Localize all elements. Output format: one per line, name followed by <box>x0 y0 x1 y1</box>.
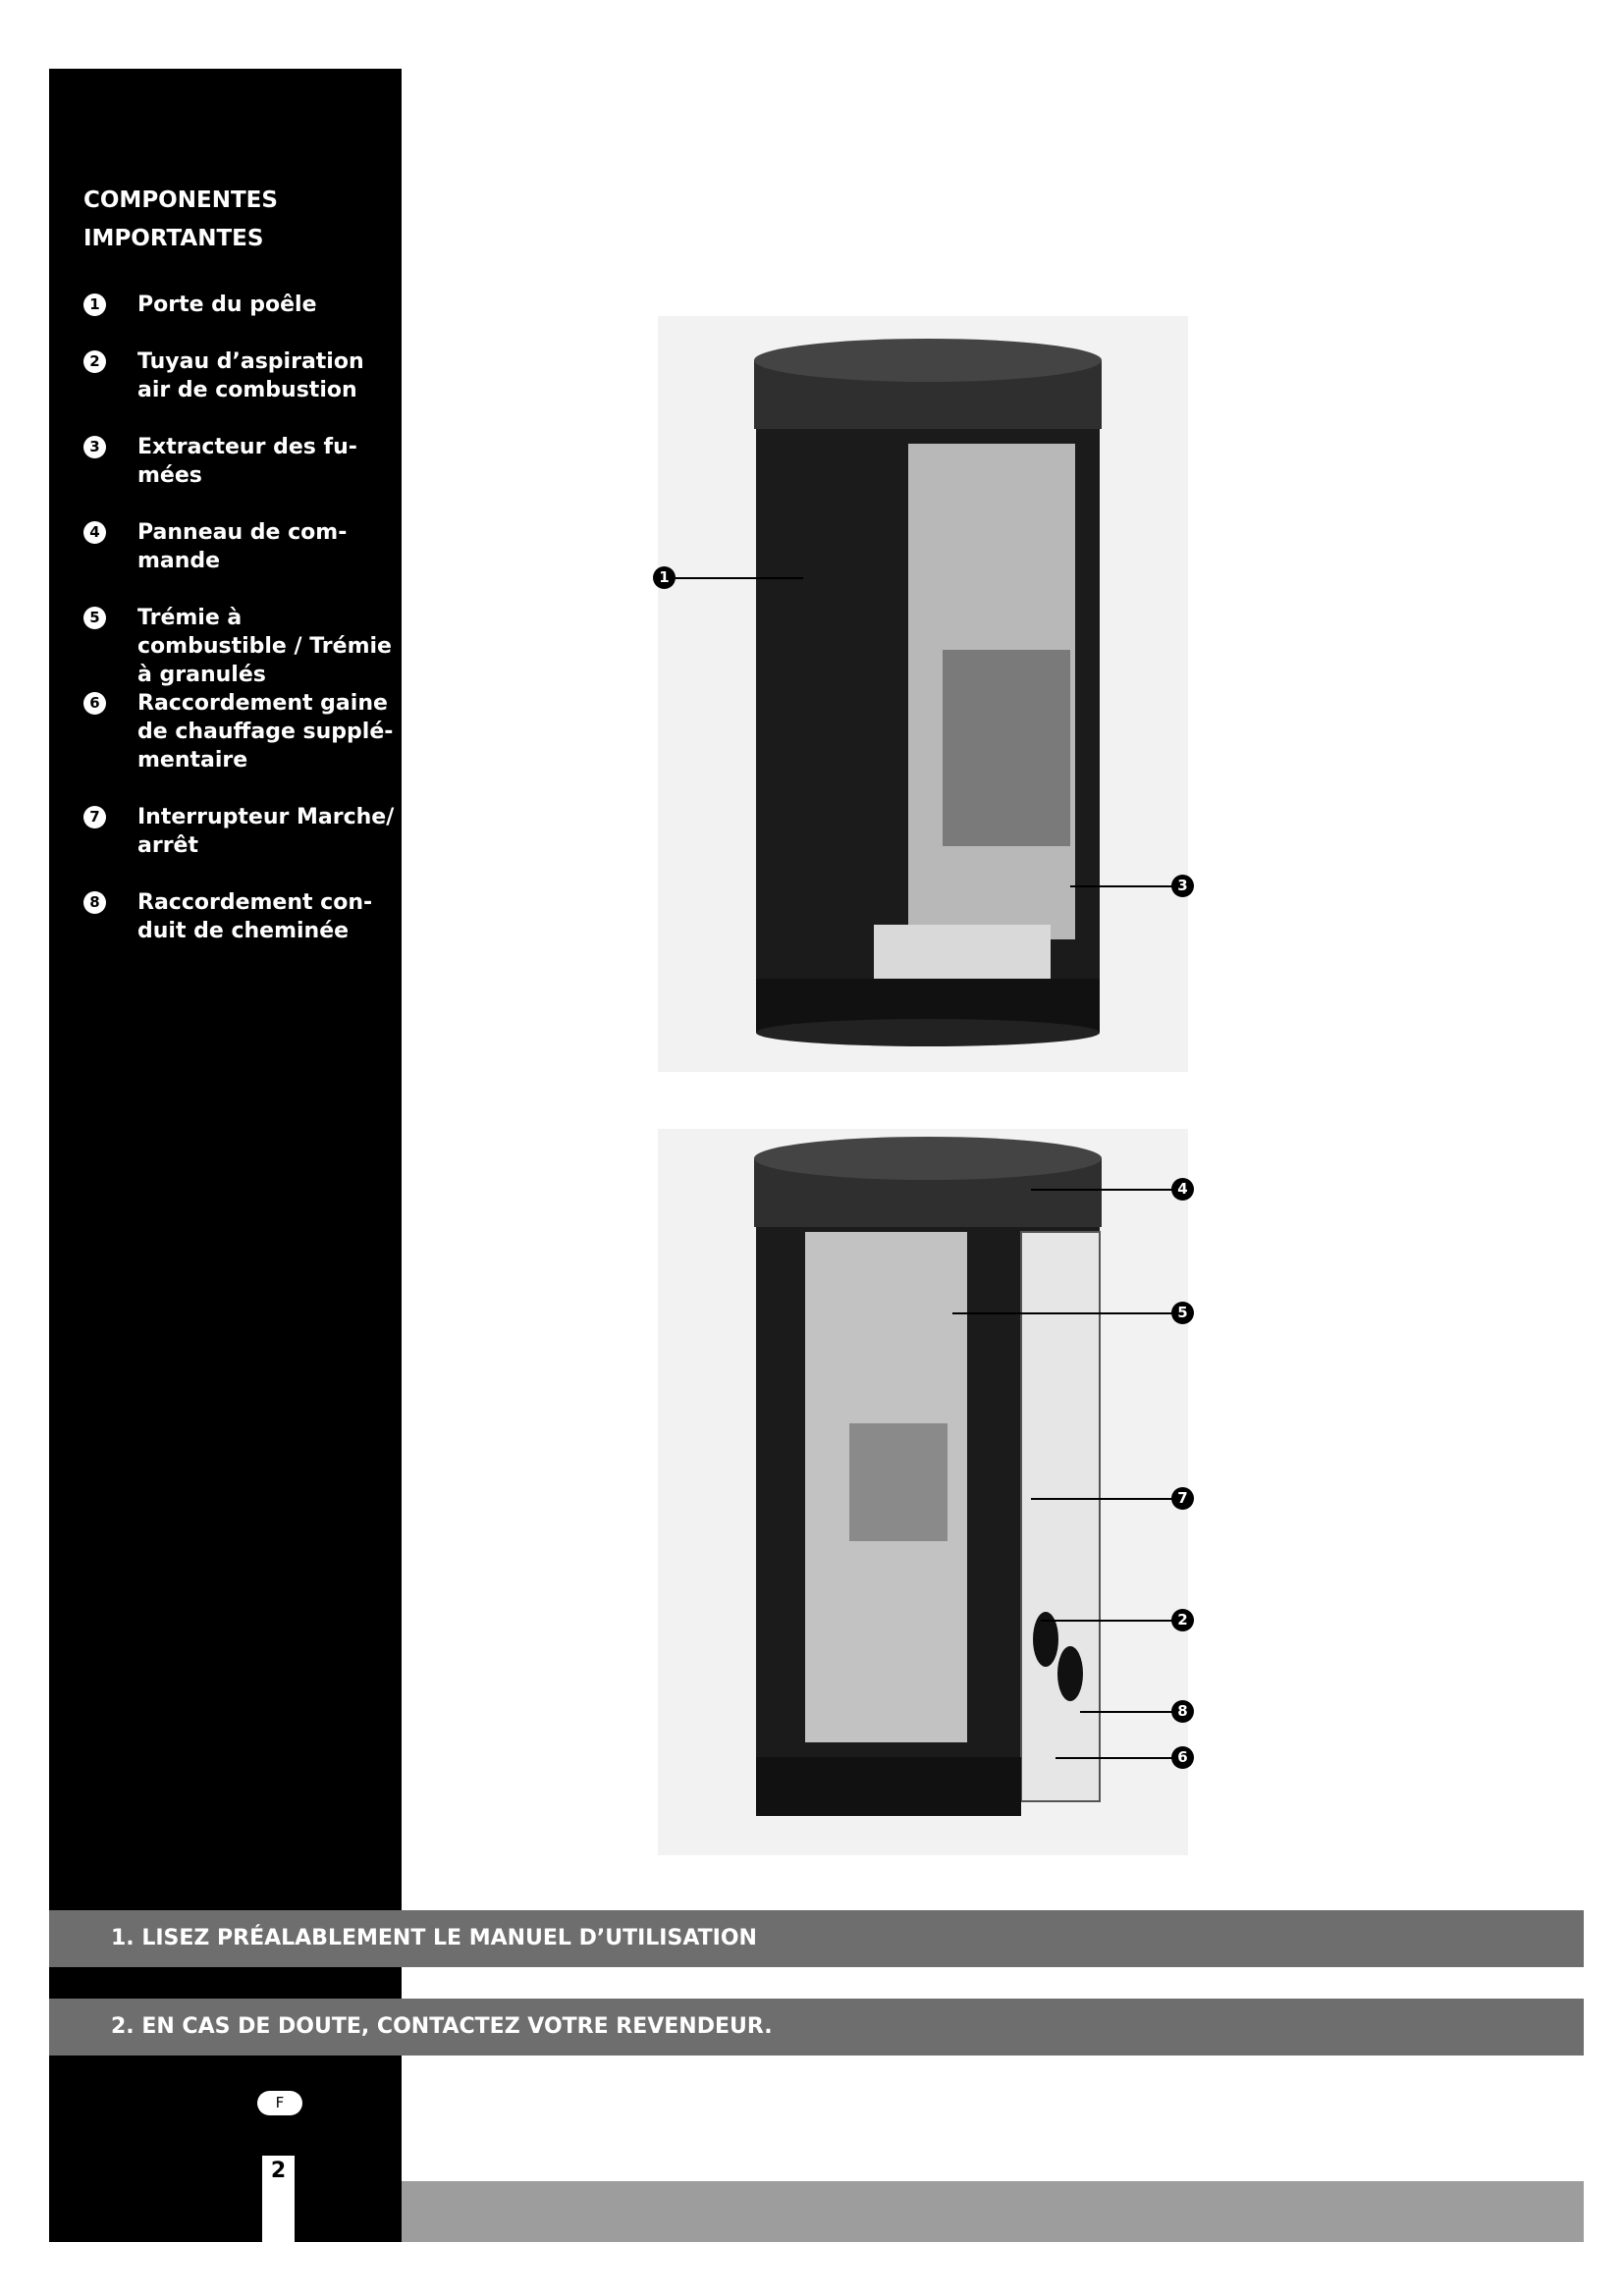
callout-leader <box>676 577 803 579</box>
section-title-line-2: IMPORTANTES <box>83 226 264 251</box>
legend-number: 3 <box>83 436 106 458</box>
callout-marker: 4 <box>1171 1178 1194 1201</box>
language-badge: F <box>257 2091 302 2115</box>
section-title <box>83 182 278 258</box>
callout-leader <box>1031 1498 1178 1500</box>
stove-figure-rear <box>658 1129 1188 1855</box>
legend-label: Trémie à combustible / Trémie à granulés <box>137 606 392 687</box>
legend-label: Porte du poêle <box>137 293 317 317</box>
legend-number: 6 <box>83 692 106 715</box>
callout-marker: 1 <box>653 566 676 589</box>
callout-marker: 3 <box>1171 875 1194 897</box>
notice-contact-dealer: 2. EN CAS DE DOUTE, CONTACTEZ VOTRE REVENDEUR. <box>49 1999 1584 2056</box>
legend-number: 7 <box>83 806 106 828</box>
legend-number: 1 <box>83 294 106 316</box>
callout-marker: 5 <box>1171 1302 1194 1324</box>
legend-label: Tuyau d’aspiration air de combustion <box>137 349 364 402</box>
callout-marker: 6 <box>1171 1746 1194 1769</box>
page-number: 2 <box>262 2156 295 2242</box>
callout-marker: 8 <box>1171 1700 1194 1723</box>
legend-number: 5 <box>83 607 106 629</box>
stove-illustration-front <box>658 316 1188 1072</box>
legend-label: Raccordement gaine de chauffage supplé-mentaire <box>137 691 394 773</box>
section-title-line-1: COMPONENTES <box>83 187 278 213</box>
legend-label: Panneau de com-mande <box>137 520 348 573</box>
callout-leader <box>952 1312 1178 1314</box>
callout-leader <box>1070 885 1183 887</box>
callout-leader <box>1056 1757 1178 1759</box>
legend-label: Raccordement con-duit de cheminée <box>137 890 373 943</box>
legend-number: 4 <box>83 521 106 544</box>
callout-leader <box>1080 1711 1178 1713</box>
callout-leader <box>1041 1620 1178 1622</box>
legend-label: Extracteur des fu-mées <box>137 435 357 488</box>
callout-marker: 2 <box>1171 1609 1194 1631</box>
callout-marker: 7 <box>1171 1487 1194 1510</box>
stove-figure-front <box>658 316 1188 1072</box>
notice-read-manual: 1. LISEZ PRÉALABLEMENT LE MANUEL D’UTILISATION <box>49 1910 1584 1967</box>
callout-leader <box>1031 1189 1178 1191</box>
footer-bar <box>402 2181 1584 2242</box>
legend-number: 2 <box>83 350 106 373</box>
legend-number: 8 <box>83 891 106 914</box>
legend-label: Interrupteur Marche/ arrêt <box>137 805 395 858</box>
stove-illustration-rear <box>658 1129 1188 1855</box>
